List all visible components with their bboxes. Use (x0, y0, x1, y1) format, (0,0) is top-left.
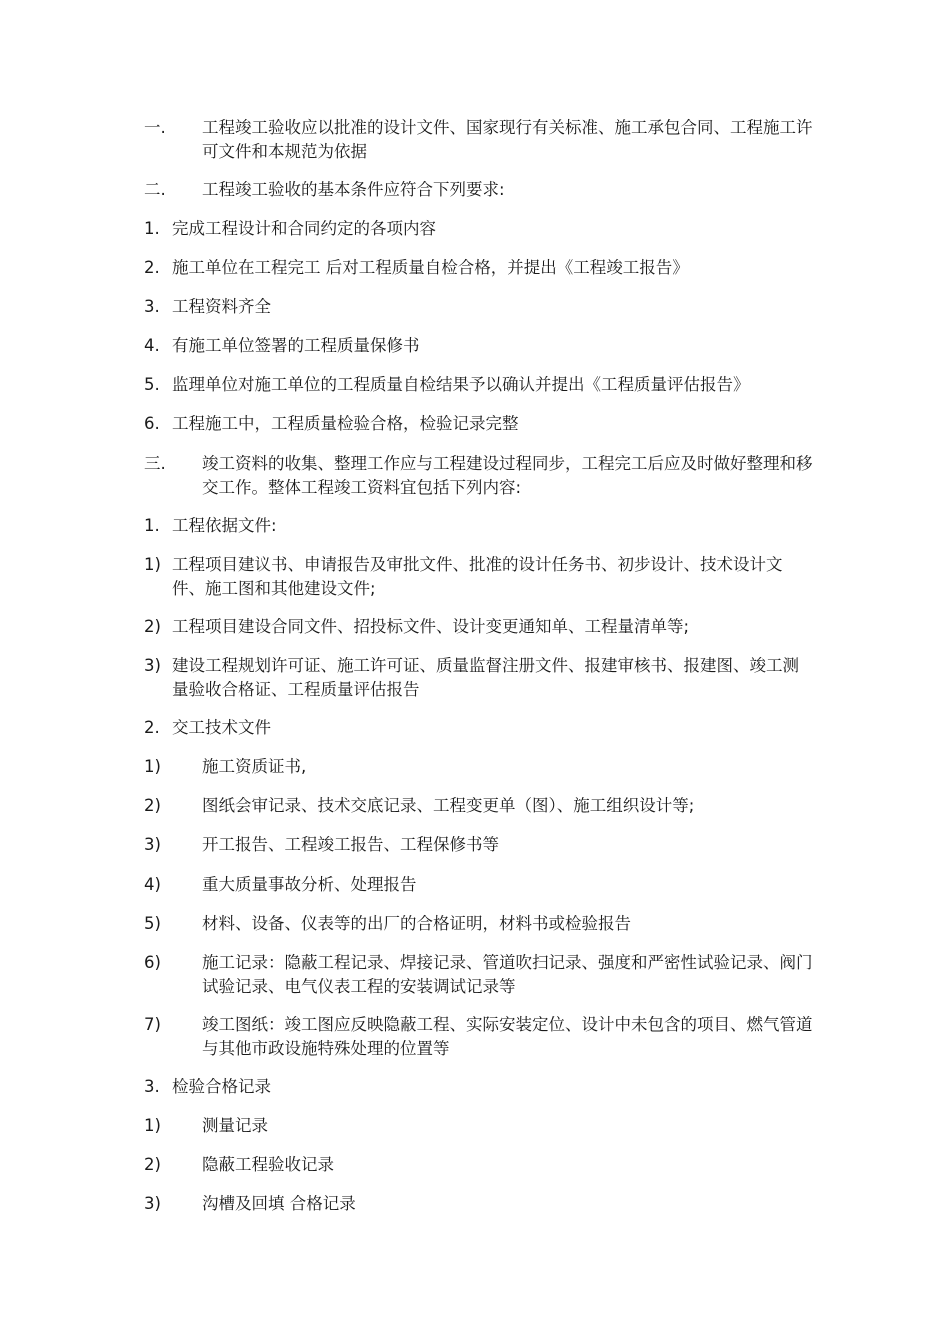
item-number: 一. (144, 118, 166, 137)
list-item (144, 116, 814, 164)
item-number: 7) (144, 1015, 161, 1034)
list-item (144, 1013, 814, 1061)
item-text: 图纸会审记录、技术交底记录、工程变更单（图）、施工组织设计等; (202, 796, 695, 815)
item-text: 工程施工中，工程质量检验合格，检验记录完整 (172, 414, 519, 433)
item-number: 4. (144, 336, 160, 355)
list-item (144, 951, 814, 999)
item-text: 材料、设备、仪表等的出厂的合格证明，材料书或检验报告 (202, 914, 631, 933)
list-item (144, 755, 814, 779)
item-text: 施工资质证书, (202, 757, 307, 776)
list-item (144, 615, 814, 639)
item-text: 施工记录：隐蔽工程记录、焊接记录、管道吹扫记录、强度和严密性试验记录、阀门试验记录、电气仪表工程的安装调试记录等 (202, 953, 813, 996)
list-item (144, 1192, 814, 1216)
list-item (144, 1114, 814, 1138)
item-text: 工程竣工验收应以批准的设计文件、国家现行有关标准、施工承包合同、工程施工许可文件和本规范为依据 (202, 118, 813, 161)
list-item (144, 833, 814, 857)
list-item (144, 716, 814, 740)
item-text: 检验合格记录 (172, 1077, 271, 1096)
item-text: 工程资料齐全 (172, 297, 271, 316)
list-item (144, 1075, 814, 1099)
item-number: 二. (144, 180, 166, 199)
item-text: 施工单位在工程完工 后对工程质量自检合格，并提出《工程竣工报告》 (172, 258, 689, 277)
item-number: 5) (144, 914, 161, 933)
item-number: 4) (144, 875, 161, 894)
item-number: 3) (144, 656, 161, 675)
item-text: 工程项目建设合同文件、招投标文件、设计变更通知单、工程量清单等; (172, 617, 690, 636)
item-number: 1) (144, 1116, 161, 1135)
item-text: 工程项目建议书、申请报告及审批文件、批准的设计任务书、初步设计、技术设计文件、施工图和其他建设文件; (172, 555, 783, 598)
item-number: 2) (144, 1155, 161, 1174)
item-number: 6) (144, 953, 161, 972)
item-text: 竣工图纸：竣工图应反映隐蔽工程、实际安装定位、设计中未包含的项目、燃气管道与其他市政设施特殊处理的位置等 (202, 1015, 813, 1058)
item-text: 沟槽及回填 合格记录 (202, 1194, 356, 1213)
item-number: 2. (144, 718, 160, 737)
item-number: 1) (144, 555, 161, 574)
item-number: 3. (144, 1077, 160, 1096)
list-item (144, 256, 814, 280)
item-text: 开工报告、工程竣工报告、工程保修书等 (202, 835, 499, 854)
list-item (144, 334, 814, 358)
item-number: 3) (144, 835, 161, 854)
item-number: 1) (144, 757, 161, 776)
item-number: 2. (144, 258, 160, 277)
list-item (144, 553, 814, 601)
item-number: 6. (144, 414, 160, 433)
list-item (144, 1153, 814, 1177)
item-text: 测量记录 (202, 1116, 268, 1135)
item-text: 工程依据文件: (172, 516, 277, 535)
item-text: 重大质量事故分析、处理报告 (202, 875, 417, 894)
item-text: 隐蔽工程验收记录 (202, 1155, 334, 1174)
item-text: 竣工资料的收集、整理工作应与工程建设过程同步，工程完工后应及时做好整理和移交工作。整体工程竣工资料宜包括下列内容: (202, 454, 813, 497)
item-number: 三. (144, 454, 166, 473)
list-item (144, 178, 814, 202)
list-item (144, 794, 814, 818)
list-item (144, 452, 814, 500)
item-text: 监理单位对施工单位的工程质量自检结果予以确认并提出《工程质量评估报告》 (172, 375, 750, 394)
item-number: 3) (144, 1194, 161, 1213)
item-number: 5. (144, 375, 160, 394)
item-text: 建设工程规划许可证、施工许可证、质量监督注册文件、报建审核书、报建图、竣工测量验收合格证、工程质量评估报告 (172, 656, 799, 699)
list-item (144, 412, 814, 436)
item-number: 1. (144, 219, 160, 238)
list-item (144, 912, 814, 936)
item-number: 2) (144, 617, 161, 636)
list-item (144, 373, 814, 397)
list-item (144, 873, 814, 897)
item-number: 1. (144, 516, 160, 535)
list-item (144, 217, 814, 241)
list-item (144, 295, 814, 319)
item-text: 完成工程设计和合同约定的各项内容 (172, 219, 436, 238)
item-text: 有施工单位签署的工程质量保修书 (172, 336, 420, 355)
list-item (144, 654, 814, 702)
item-text: 交工技术文件 (172, 718, 271, 737)
item-number: 3. (144, 297, 160, 316)
list-item (144, 514, 814, 538)
item-text: 工程竣工验收的基本条件应符合下列要求: (202, 180, 505, 199)
item-number: 2) (144, 796, 161, 815)
